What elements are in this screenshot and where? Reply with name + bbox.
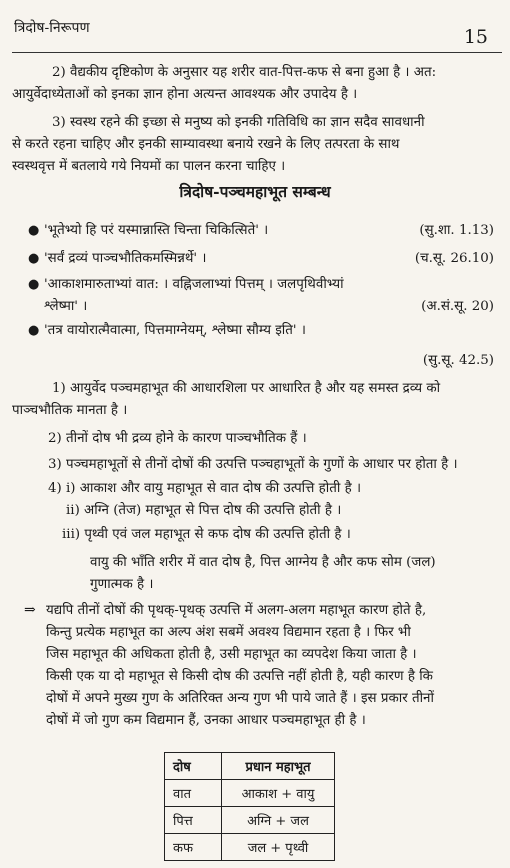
quote-3-cont <box>44 296 494 318</box>
bullet-icon: ● <box>28 277 40 292</box>
text-line: 1) आयुर्वेद पञ्चमहाभूत की आधारशिला पर आधारित है और यह समस्त द्रव्य को <box>52 381 441 396</box>
dosha-mahabhuta-table <box>164 752 335 861</box>
table-row <box>165 834 335 861</box>
table-cell: आकाश + वायु <box>222 780 335 807</box>
quote-text: श्लेष्मा' । <box>44 299 88 314</box>
quote-text: 'सर्वं द्रव्यं पाञ्चभौतिकमस्मिन्नर्थे' । <box>44 251 207 266</box>
section-heading: त्रिदोष-पञ्चमहाभूत सम्बन्ध <box>179 182 331 201</box>
quote-ref: (सु.शा. 1.13) <box>419 223 494 238</box>
page-number: 15 <box>463 26 488 48</box>
text-line: 3) स्वस्थ रहने की इच्छा से मनुष्य को इनकी गतिविधि का ज्ञान सदैव सावधानी <box>52 115 425 130</box>
point-4-iii: iii) पृथ्वी एवं जल महाभूत से कफ दोष की उत्पत्ति होती है । <box>62 527 351 542</box>
text-line: 2) वैद्यकीय दृष्टिकोण के अनुसार यह शरीर वात-पित्त-कफ से बना हुआ है । अत: <box>52 65 437 80</box>
text-line: किन्तु प्रत्येक महाभूत का अल्प अंश सबमें अवश्य विद्यमान रहता है । फिर भी <box>46 625 411 640</box>
quote-ref: (च.सू. 26.10) <box>414 251 494 266</box>
table-header: प्रधान महाभूत <box>222 753 335 780</box>
quote-4 <box>28 320 494 342</box>
arrow-right-icon: ⇒ <box>24 602 36 618</box>
table-row <box>165 807 335 834</box>
quote-1 <box>28 220 494 242</box>
table-header-row <box>165 753 335 780</box>
quote-2 <box>28 248 494 270</box>
intro-point-3 <box>12 112 500 178</box>
text-line: किसी एक या दो महाभूत से किसी दोष की उत्पत्ति नहीं होती है, यही कारण है कि <box>46 669 433 684</box>
table-cell: कफ <box>165 834 222 861</box>
bullet-icon: ● <box>28 251 40 266</box>
running-header-title: त्रिदोष-निरूपण <box>14 20 90 36</box>
quote-text: 'तत्र वायोरात्मैवात्मा, पित्तमाग्नेयम्, श्लेष्मा सौम्य इति' । <box>44 323 306 338</box>
quote-text: 'भूतेभ्यो हि परं यस्मान्नास्ति चिन्ता चिकित्सिते' । <box>44 223 269 238</box>
point-4-ii: ii) अग्नि (तेज) महाभूत से पित्त दोष की उत्पत्ति होती है । <box>66 503 342 518</box>
quote-ref: (सु.सू. 42.5) <box>422 353 494 368</box>
text-line: दोषों में अपने मुख्य गुण के अतिरिक्त अन्य गुण भी पाये जाते हैं । इस प्रकार तीनों <box>46 691 434 706</box>
table-cell: पित्त <box>165 807 222 834</box>
point-4-note-a: वायु की भाँति शरीर में वात दोष है, पित्त आग्नेय है और कफ सोम (जल) <box>90 555 436 570</box>
table-row <box>165 780 335 807</box>
text-line: स्वस्थवृत्त में बतलाये गये नियमों का पालन करना चाहिए । <box>12 159 286 174</box>
table-header: दोष <box>165 753 222 780</box>
arrow-paragraph <box>46 600 498 732</box>
text-line: पाञ्चभौतिक मानता है । <box>12 403 128 418</box>
header-rule <box>12 52 502 53</box>
text-line: दोषों में जो गुण कम विद्यमान हैं, उनका आधार पञ्चमहाभूत ही है । <box>46 713 366 728</box>
point-3: 3) पञ्चमहाभूतों से तीनों दोषों की उत्पत्ति पञ्चहाभूतों के गुणों के आधार पर होता है । <box>48 457 458 472</box>
text-line: से करते रहना चाहिए और इनकी साम्यावस्था बनाये रखने के लिए तत्परता के साथ <box>12 137 400 152</box>
table-cell: जल + पृथ्वी <box>222 834 335 861</box>
intro-point-2 <box>12 62 500 106</box>
bullet-icon: ● <box>28 223 40 238</box>
point-1 <box>12 378 500 422</box>
quote-text: 'आकाशमारुताभ्यां वात: । वह्निजलाभ्यां पित्तम् । जलपृथिवीभ्यां <box>44 277 344 292</box>
table-cell: वात <box>165 780 222 807</box>
point-2: 2) तीनों दोष भी द्रव्य होने के कारण पाञ्चभौतिक हैं । <box>48 431 307 446</box>
quote-ref: (अ.सं.सू. 20) <box>421 299 494 314</box>
quote-3 <box>28 274 494 296</box>
text-line: यद्यपि तीनों दोषों की पृथक्-पृथक् उत्पत्ति में अलग-अलग महाभूत कारण होते है, <box>46 603 427 618</box>
bullet-icon: ● <box>28 323 40 338</box>
text-line: जिस महाभूत की अधिकता होती है, उसी महाभूत का व्यपदेश किया जाता है । <box>46 647 417 662</box>
point-4-note-b: गुणात्मक है । <box>90 577 154 592</box>
table-cell: अग्नि + जल <box>222 807 335 834</box>
text-line: आयुर्वेदाध्येताओं को इनका ज्ञान होना अत्यन्त आवश्यक और उपादेय है । <box>12 87 358 102</box>
point-4-i: 4) i) आकाश और वायु महाभूत से वात दोष की उत्पत्ति होती है । <box>48 481 362 496</box>
